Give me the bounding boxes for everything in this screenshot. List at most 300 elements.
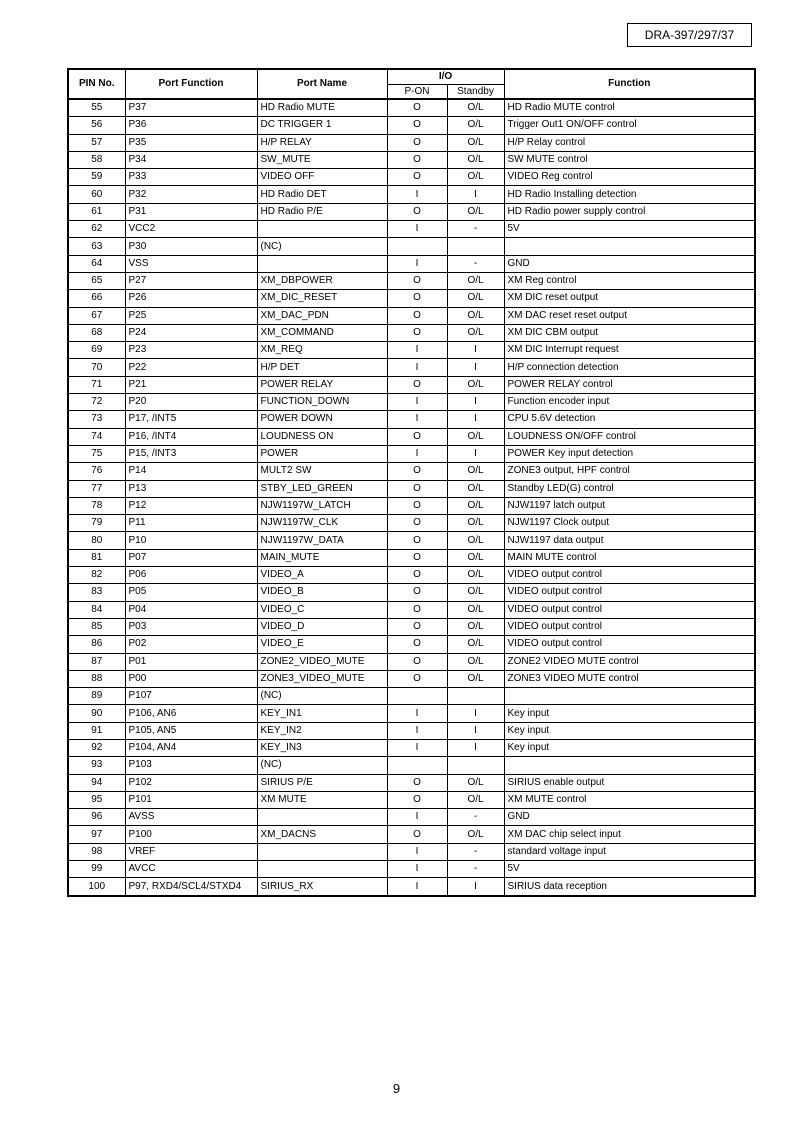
cell-port-function: P01 [125, 653, 257, 670]
cell-function: H/P connection detection [504, 359, 755, 376]
table-row [68, 255, 755, 272]
cell-pon: O [387, 134, 447, 151]
cell-function: ZONE3 VIDEO MUTE control [504, 670, 755, 687]
cell-stb: - [447, 255, 504, 272]
cell-port-name: KEY_IN1 [257, 705, 387, 722]
cell-port-function: P26 [125, 290, 257, 307]
cell-stb: I [447, 705, 504, 722]
cell-stb [447, 688, 504, 705]
cell-stb: O/L [447, 169, 504, 186]
cell-pon: O [387, 117, 447, 134]
cell-stb: O/L [447, 324, 504, 341]
cell-pin: 95 [68, 791, 125, 808]
cell-pon: O [387, 618, 447, 635]
cell-port-name: ZONE3_VIDEO_MUTE [257, 670, 387, 687]
table-row [68, 238, 755, 255]
cell-port-function: VSS [125, 255, 257, 272]
cell-port-name: SIRIUS P/E [257, 774, 387, 791]
cell-port-name: H/P RELAY [257, 134, 387, 151]
cell-port-function: P05 [125, 584, 257, 601]
table-row [68, 774, 755, 791]
model-number-box [627, 23, 752, 47]
cell-pon: O [387, 601, 447, 618]
cell-pin: 67 [68, 307, 125, 324]
cell-port-name: KEY_IN3 [257, 739, 387, 756]
cell-function: standard voltage input [504, 843, 755, 860]
cell-pon: O [387, 532, 447, 549]
cell-port-function: AVCC [125, 861, 257, 878]
cell-stb: - [447, 843, 504, 860]
cell-pin: 60 [68, 186, 125, 203]
cell-pin: 87 [68, 653, 125, 670]
cell-stb: I [447, 878, 504, 896]
cell-port-function: P24 [125, 324, 257, 341]
cell-port-function: P37 [125, 99, 257, 117]
cell-pon: O [387, 653, 447, 670]
cell-function: HD Radio MUTE control [504, 99, 755, 117]
table-row [68, 324, 755, 341]
cell-function: LOUDNESS ON/OFF control [504, 428, 755, 445]
cell-stb: I [447, 445, 504, 462]
cell-port-name: VIDEO_D [257, 618, 387, 635]
table-row [68, 636, 755, 653]
cell-pin: 72 [68, 394, 125, 411]
cell-function: ZONE3 output, HPF control [504, 463, 755, 480]
cell-port-name: (NC) [257, 238, 387, 255]
cell-function [504, 757, 755, 774]
table-row [68, 151, 755, 168]
table-row [68, 515, 755, 532]
cell-pon: O [387, 497, 447, 514]
cell-port-function: P23 [125, 342, 257, 359]
cell-pin: 63 [68, 238, 125, 255]
cell-pon: O [387, 774, 447, 791]
cell-port-function: P25 [125, 307, 257, 324]
cell-pon: O [387, 567, 447, 584]
cell-pin: 68 [68, 324, 125, 341]
cell-function: VIDEO output control [504, 567, 755, 584]
cell-stb: O/L [447, 774, 504, 791]
table-row [68, 739, 755, 756]
cell-pin: 96 [68, 809, 125, 826]
table-row [68, 117, 755, 134]
cell-pin: 70 [68, 359, 125, 376]
cell-port-function: P20 [125, 394, 257, 411]
cell-port-name: POWER DOWN [257, 411, 387, 428]
table-row [68, 203, 755, 220]
cell-pon: O [387, 290, 447, 307]
cell-port-name: H/P DET [257, 359, 387, 376]
cell-stb: O/L [447, 618, 504, 635]
header-standby: Standby [447, 85, 504, 100]
cell-port-function: P33 [125, 169, 257, 186]
table-row [68, 791, 755, 808]
cell-pin: 98 [68, 843, 125, 860]
cell-pon: O [387, 515, 447, 532]
table-row [68, 861, 755, 878]
cell-port-function: P10 [125, 532, 257, 549]
cell-pin: 71 [68, 376, 125, 393]
cell-pon: I [387, 705, 447, 722]
cell-port-name: XM_DBPOWER [257, 272, 387, 289]
table-row [68, 826, 755, 843]
cell-port-function: P12 [125, 497, 257, 514]
cell-function: H/P Relay control [504, 134, 755, 151]
cell-port-name [257, 221, 387, 238]
cell-stb: O/L [447, 826, 504, 843]
cell-function: VIDEO output control [504, 618, 755, 635]
cell-stb: O/L [447, 791, 504, 808]
cell-pon: O [387, 376, 447, 393]
cell-pon: O [387, 324, 447, 341]
cell-pin: 62 [68, 221, 125, 238]
cell-function: HD Radio Installing detection [504, 186, 755, 203]
cell-function: 5V [504, 221, 755, 238]
cell-stb: O/L [447, 463, 504, 480]
table-row [68, 497, 755, 514]
table-header [68, 69, 755, 99]
cell-stb: O/L [447, 480, 504, 497]
cell-function: XM DAC chip select input [504, 826, 755, 843]
cell-stb: O/L [447, 290, 504, 307]
table-row [68, 670, 755, 687]
cell-port-name: NJW1197W_DATA [257, 532, 387, 549]
cell-stb: I [447, 394, 504, 411]
cell-stb: O/L [447, 134, 504, 151]
cell-pin: 61 [68, 203, 125, 220]
cell-pon: I [387, 878, 447, 896]
cell-function: NJW1197 data output [504, 532, 755, 549]
cell-pon: O [387, 151, 447, 168]
cell-function: ZONE2 VIDEO MUTE control [504, 653, 755, 670]
table-row [68, 584, 755, 601]
cell-pon: O [387, 584, 447, 601]
cell-function: SIRIUS data reception [504, 878, 755, 896]
cell-stb: O/L [447, 549, 504, 566]
cell-port-function: P06 [125, 567, 257, 584]
cell-stb: O/L [447, 307, 504, 324]
cell-port-function: P34 [125, 151, 257, 168]
cell-pin: 74 [68, 428, 125, 445]
table-row [68, 221, 755, 238]
cell-function: VIDEO output control [504, 601, 755, 618]
table-row [68, 653, 755, 670]
cell-pon: I [387, 411, 447, 428]
header-port-name: Port Name [257, 69, 387, 99]
cell-pin: 75 [68, 445, 125, 462]
cell-function: Key input [504, 705, 755, 722]
cell-stb: O/L [447, 584, 504, 601]
cell-port-name: HD Radio MUTE [257, 99, 387, 117]
cell-port-name: XM_DIC_RESET [257, 290, 387, 307]
cell-port-function: P105, AN5 [125, 722, 257, 739]
cell-port-function: P11 [125, 515, 257, 532]
table-row [68, 186, 755, 203]
cell-function: CPU 5.6V detection [504, 411, 755, 428]
header-function: Function [504, 69, 755, 99]
cell-pin: 92 [68, 739, 125, 756]
cell-pon [387, 688, 447, 705]
table-row [68, 428, 755, 445]
cell-port-function: P101 [125, 791, 257, 808]
cell-pon: O [387, 428, 447, 445]
table-row [68, 705, 755, 722]
cell-function: SIRIUS enable output [504, 774, 755, 791]
cell-port-name: XM_DACNS [257, 826, 387, 843]
cell-stb: I [447, 411, 504, 428]
cell-port-name: STBY_LED_GREEN [257, 480, 387, 497]
cell-stb: I [447, 722, 504, 739]
cell-port-function: P13 [125, 480, 257, 497]
cell-function: SW MUTE control [504, 151, 755, 168]
table-row [68, 532, 755, 549]
model-number: DRA-397/297/37 [644, 28, 735, 42]
cell-port-name: DC TRIGGER 1 [257, 117, 387, 134]
table-row [68, 688, 755, 705]
cell-pin: 55 [68, 99, 125, 117]
cell-port-name: LOUDNESS ON [257, 428, 387, 445]
cell-pin: 89 [68, 688, 125, 705]
cell-function: 5V [504, 861, 755, 878]
cell-port-function: P97, RXD4/SCL4/STXD4 [125, 878, 257, 896]
cell-port-function: P27 [125, 272, 257, 289]
cell-port-name: XM_DAC_PDN [257, 307, 387, 324]
cell-port-function: P15, /INT3 [125, 445, 257, 462]
cell-pin: 59 [68, 169, 125, 186]
cell-pon [387, 757, 447, 774]
cell-port-name: XM_REQ [257, 342, 387, 359]
cell-pon: I [387, 861, 447, 878]
cell-pin: 88 [68, 670, 125, 687]
cell-function: XM DIC Interrupt request [504, 342, 755, 359]
table-row [68, 618, 755, 635]
cell-stb: O/L [447, 653, 504, 670]
cell-port-function: P21 [125, 376, 257, 393]
cell-stb: - [447, 221, 504, 238]
cell-port-function: VREF [125, 843, 257, 860]
cell-function: XM DIC reset output [504, 290, 755, 307]
table-row [68, 342, 755, 359]
cell-stb: O/L [447, 567, 504, 584]
cell-pin: 91 [68, 722, 125, 739]
cell-stb: O/L [447, 515, 504, 532]
table-row [68, 272, 755, 289]
cell-stb: O/L [447, 151, 504, 168]
cell-stb [447, 757, 504, 774]
cell-port-function: P32 [125, 186, 257, 203]
cell-port-name: KEY_IN2 [257, 722, 387, 739]
cell-function: POWER Key input detection [504, 445, 755, 462]
cell-function: Key input [504, 722, 755, 739]
cell-stb: O/L [447, 532, 504, 549]
table-body [68, 99, 755, 896]
cell-port-function: P35 [125, 134, 257, 151]
table-row [68, 809, 755, 826]
cell-pon: I [387, 394, 447, 411]
cell-pin: 81 [68, 549, 125, 566]
cell-port-function: P03 [125, 618, 257, 635]
cell-function: XM Reg control [504, 272, 755, 289]
table-row [68, 307, 755, 324]
cell-port-name: XM_COMMAND [257, 324, 387, 341]
cell-function: MAIN MUTE control [504, 549, 755, 566]
cell-function: Standby LED(G) control [504, 480, 755, 497]
cell-pon: O [387, 826, 447, 843]
cell-port-name: VIDEO_C [257, 601, 387, 618]
cell-pin: 79 [68, 515, 125, 532]
cell-function: XM MUTE control [504, 791, 755, 808]
cell-stb: O/L [447, 203, 504, 220]
cell-port-function: P31 [125, 203, 257, 220]
cell-stb: O/L [447, 376, 504, 393]
cell-pon: O [387, 307, 447, 324]
cell-port-function: P04 [125, 601, 257, 618]
header-port-function: Port Function [125, 69, 257, 99]
cell-function [504, 238, 755, 255]
cell-stb: O/L [447, 117, 504, 134]
cell-function: GND [504, 809, 755, 826]
cell-pon: I [387, 221, 447, 238]
cell-pin: 93 [68, 757, 125, 774]
table-row [68, 290, 755, 307]
cell-function: GND [504, 255, 755, 272]
cell-pon: O [387, 791, 447, 808]
cell-pon: O [387, 272, 447, 289]
cell-function: VIDEO Reg control [504, 169, 755, 186]
cell-function: Key input [504, 739, 755, 756]
cell-stb: O/L [447, 601, 504, 618]
cell-port-name: SIRIUS_RX [257, 878, 387, 896]
cell-pon: O [387, 203, 447, 220]
cell-port-name [257, 255, 387, 272]
cell-function: VIDEO output control [504, 584, 755, 601]
cell-port-name: VIDEO_A [257, 567, 387, 584]
cell-pin: 84 [68, 601, 125, 618]
cell-function: Function encoder input [504, 394, 755, 411]
cell-pin: 90 [68, 705, 125, 722]
cell-pon: I [387, 359, 447, 376]
cell-pin: 86 [68, 636, 125, 653]
table-row [68, 445, 755, 462]
cell-stb: I [447, 739, 504, 756]
cell-port-function: P36 [125, 117, 257, 134]
table-row [68, 843, 755, 860]
pin-function-table [67, 68, 756, 897]
cell-port-name: FUNCTION_DOWN [257, 394, 387, 411]
cell-pin: 65 [68, 272, 125, 289]
cell-port-function: P102 [125, 774, 257, 791]
cell-stb: - [447, 861, 504, 878]
cell-function: XM DAC reset reset output [504, 307, 755, 324]
cell-port-function: P02 [125, 636, 257, 653]
table-row [68, 376, 755, 393]
table-row [68, 359, 755, 376]
cell-stb: O/L [447, 428, 504, 445]
cell-port-function: P00 [125, 670, 257, 687]
cell-pon: O [387, 549, 447, 566]
cell-port-name [257, 843, 387, 860]
table-row [68, 394, 755, 411]
cell-port-name: ZONE2_VIDEO_MUTE [257, 653, 387, 670]
cell-pon: O [387, 463, 447, 480]
cell-stb: O/L [447, 670, 504, 687]
cell-port-name: (NC) [257, 688, 387, 705]
table-row [68, 99, 755, 117]
table-row [68, 463, 755, 480]
header-pin-no: PIN No. [68, 69, 125, 99]
table-row [68, 549, 755, 566]
cell-pin: 83 [68, 584, 125, 601]
table-row [68, 567, 755, 584]
cell-stb: O/L [447, 99, 504, 117]
cell-port-name [257, 809, 387, 826]
cell-pin: 80 [68, 532, 125, 549]
cell-function: VIDEO output control [504, 636, 755, 653]
cell-pon: I [387, 342, 447, 359]
page-number: 9 [392, 1081, 401, 1096]
cell-port-function: AVSS [125, 809, 257, 826]
table-row [68, 757, 755, 774]
cell-pon: I [387, 255, 447, 272]
table-row [68, 722, 755, 739]
cell-pon: I [387, 722, 447, 739]
cell-pin: 94 [68, 774, 125, 791]
cell-pon: I [387, 186, 447, 203]
cell-port-name: VIDEO OFF [257, 169, 387, 186]
cell-pon: O [387, 480, 447, 497]
cell-port-name: (NC) [257, 757, 387, 774]
cell-port-function: P104, AN4 [125, 739, 257, 756]
cell-port-name: MAIN_MUTE [257, 549, 387, 566]
cell-pon [387, 238, 447, 255]
cell-pin: 85 [68, 618, 125, 635]
header-p-on: P-ON [387, 85, 447, 100]
cell-port-name: SW_MUTE [257, 151, 387, 168]
cell-pon: O [387, 670, 447, 687]
cell-pin: 58 [68, 151, 125, 168]
table-row [68, 601, 755, 618]
cell-port-name: POWER RELAY [257, 376, 387, 393]
cell-pin: 82 [68, 567, 125, 584]
cell-port-function: P30 [125, 238, 257, 255]
table-row [68, 411, 755, 428]
cell-pin: 73 [68, 411, 125, 428]
cell-port-function: P16, /INT4 [125, 428, 257, 445]
cell-port-name: MULT2 SW [257, 463, 387, 480]
table-row [68, 480, 755, 497]
cell-pon: I [387, 739, 447, 756]
cell-port-name: NJW1197W_CLK [257, 515, 387, 532]
cell-port-name: HD Radio DET [257, 186, 387, 203]
cell-function: NJW1197 Clock output [504, 515, 755, 532]
cell-pin: 56 [68, 117, 125, 134]
cell-pin: 100 [68, 878, 125, 896]
cell-function: XM DIC CBM output [504, 324, 755, 341]
cell-port-name: HD Radio P/E [257, 203, 387, 220]
cell-port-function: P07 [125, 549, 257, 566]
cell-pin: 97 [68, 826, 125, 843]
cell-port-name: VIDEO_B [257, 584, 387, 601]
table-row [68, 134, 755, 151]
cell-port-function: P14 [125, 463, 257, 480]
cell-port-function: P106, AN6 [125, 705, 257, 722]
cell-pin: 64 [68, 255, 125, 272]
cell-pon: I [387, 445, 447, 462]
cell-port-name [257, 861, 387, 878]
cell-stb: I [447, 186, 504, 203]
table-row [68, 878, 755, 896]
cell-port-name: XM MUTE [257, 791, 387, 808]
